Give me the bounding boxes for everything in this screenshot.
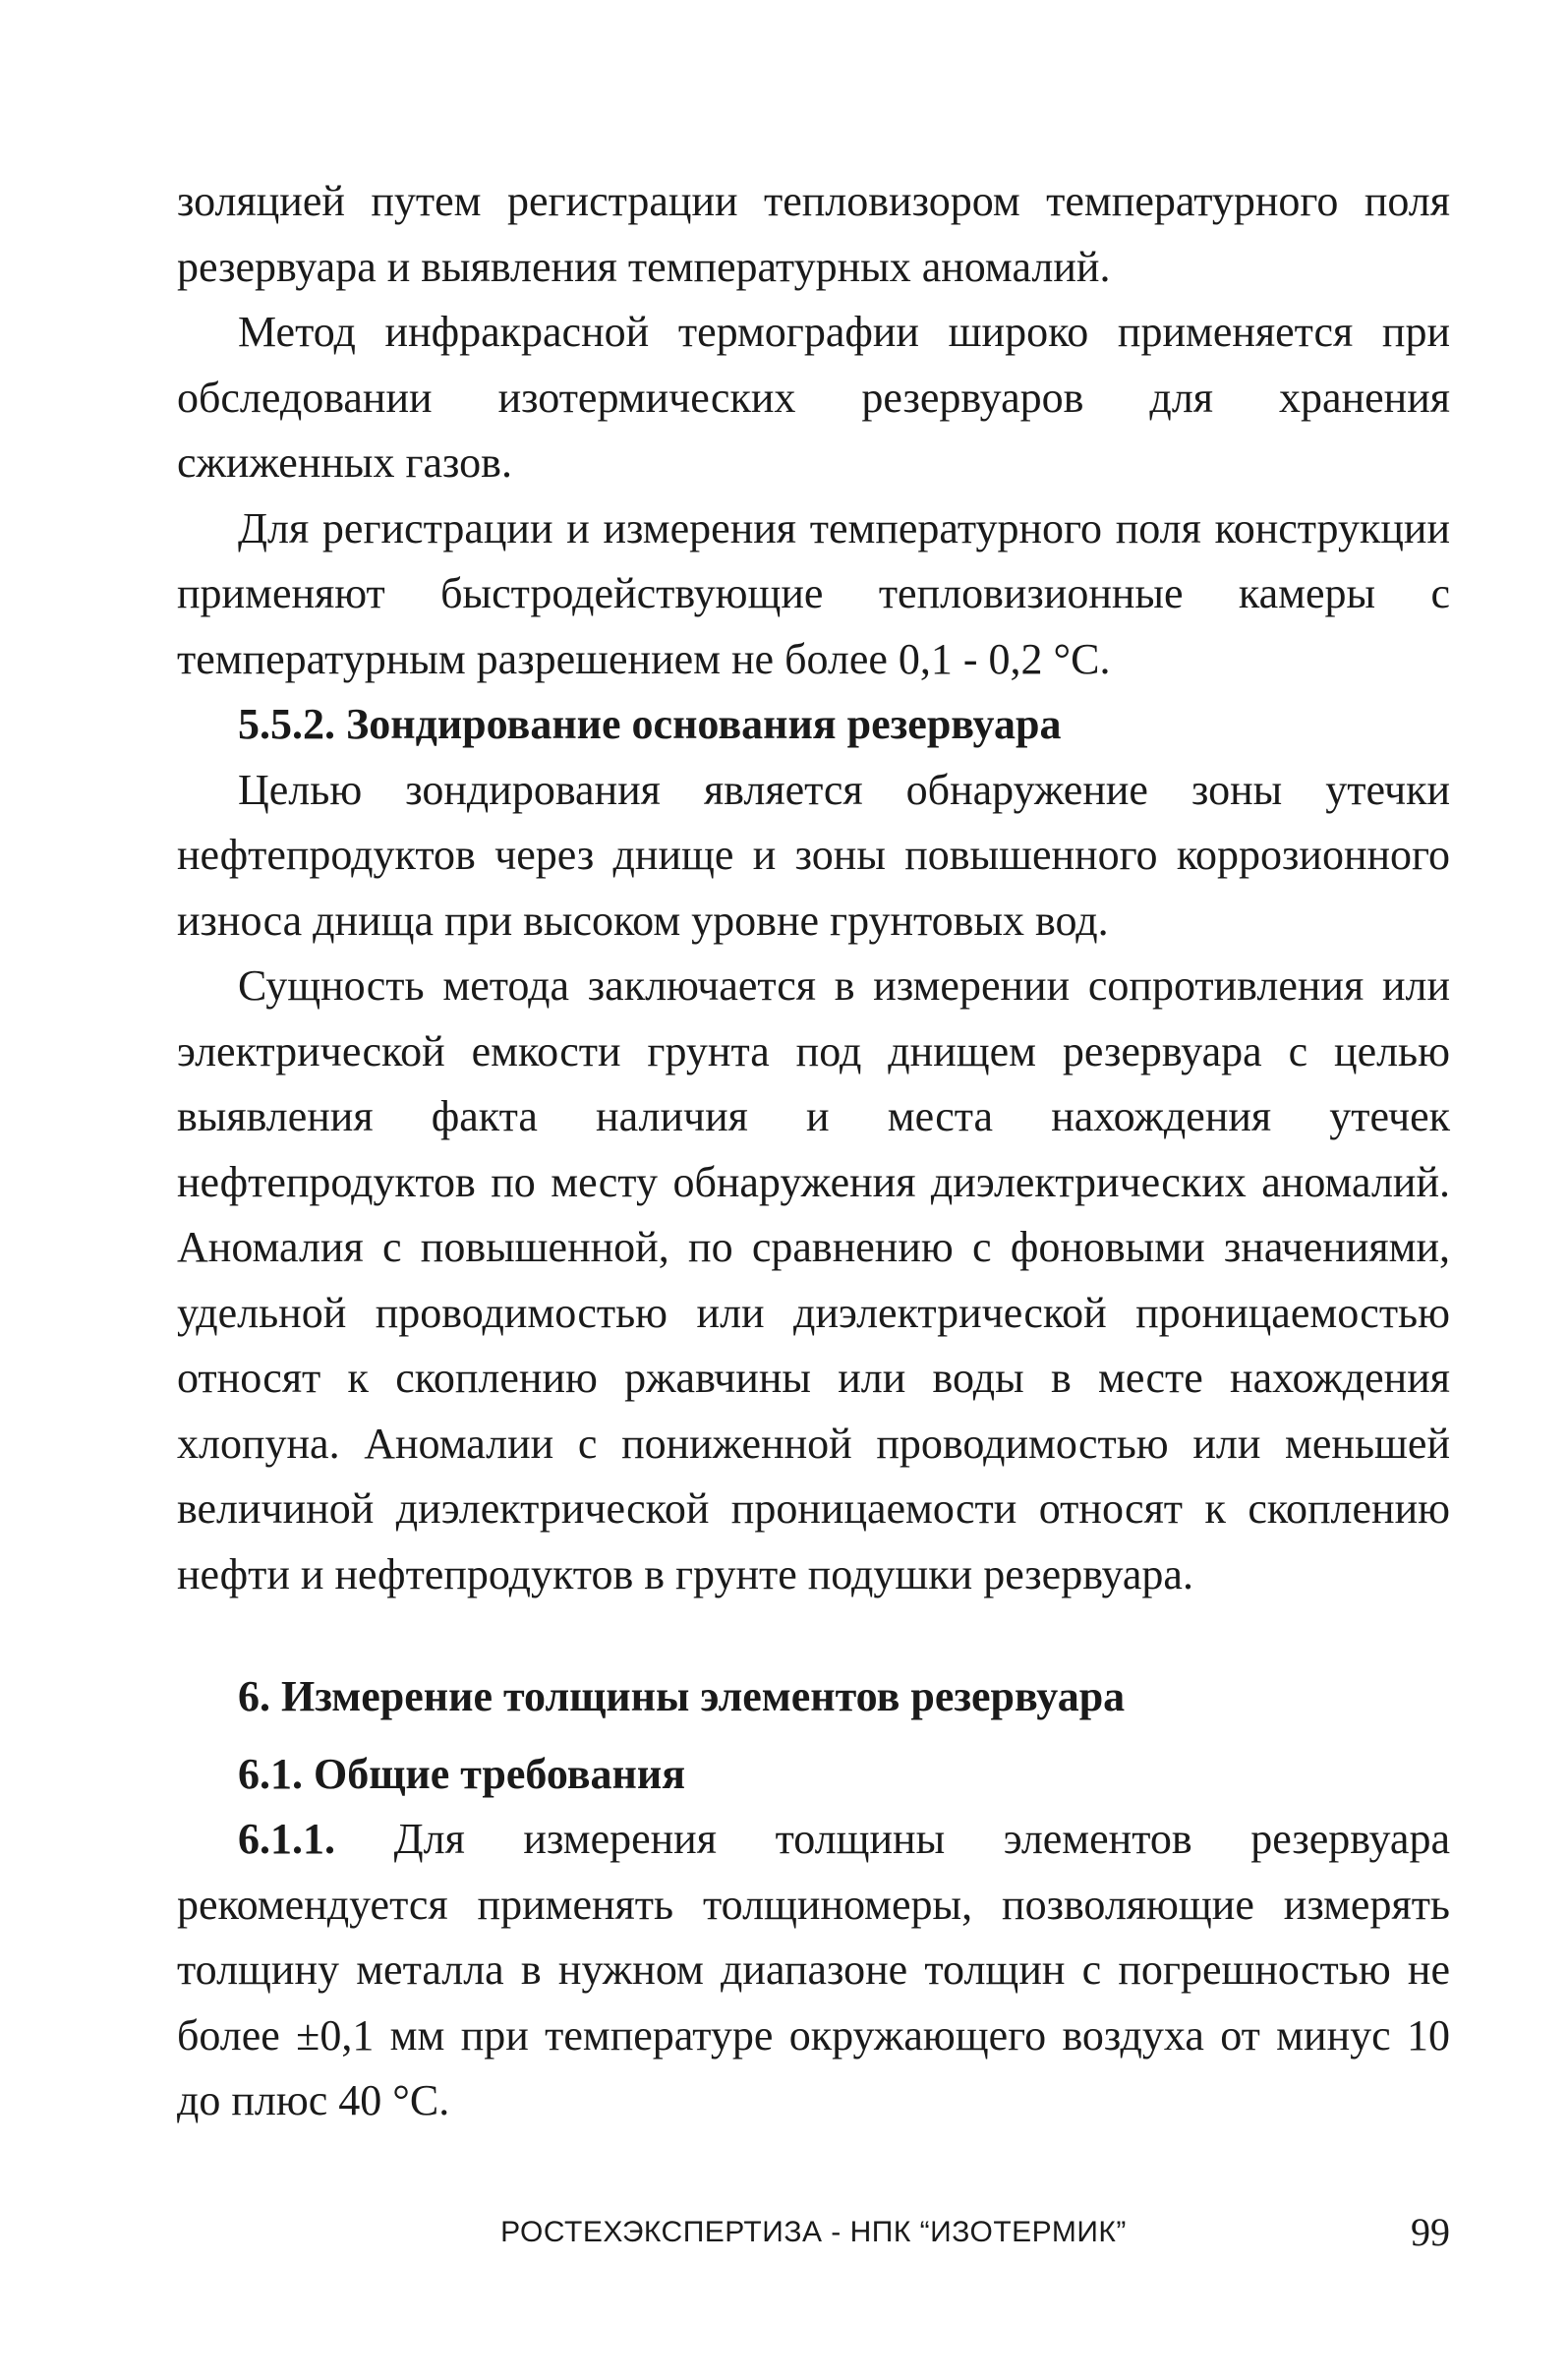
- footer-title: РОСТЕХЭКСПЕРТИЗА - НПК “ИЗОТЕРМИК”: [500, 2216, 1127, 2248]
- page-footer: [177, 2208, 1450, 2257]
- page-number: 99: [1411, 2210, 1450, 2254]
- section-heading-6-1: 6.1. Общие требования: [238, 1749, 685, 1798]
- paragraph-method-essence: Сущность метода заключается в измерении сопротивления или электрической емкости грунта под днищем резервуара с целью выявления факта наличия и места нахождения утечек нефтепродуктов по месту обнаружения диэлектрических аномалий. Аномалия с повышенной, по сравнению с фоновыми значениями, удельной проводимостью или диэлектрической проницаемостью относят к скоплению ржавчины или воды в месте нахождения хлопуна. Аномалии с пониженной проводимостью или меньшей величиной диэлектрической проницаемости относят к скоплению нефти и нефтепродуктов в грунте подушки резервуара.: [177, 961, 1450, 1598]
- clause-text: Для измерения толщины элементов резервуара рекомендуется применять толщиномеры, позволяющие измерять толщину металла в нужном диапазоне толщин с погрешностью не более ±0,1 мм при температуре окружающего воздуха от минус 10 до плюс 40 °С.: [177, 1815, 1450, 2124]
- paragraph-6-1-1: [177, 1807, 1450, 2134]
- paragraph-sounding-goal: Целью зондирования является обнаружение зоны утечки нефтепродуктов через днище и зоны повышенного коррозионного износа днища при высоком уровне грунтовых вод.: [177, 765, 1450, 945]
- section-heading-6: 6. Измерение толщины элементов резервуара: [238, 1672, 1126, 1720]
- paragraph-continuation: золяцией путем регистрации тепловизором температурного поля резервуара и выявления температурных аномалий.: [177, 177, 1450, 291]
- paragraph-infrared-method: Метод инфракрасной термографии широко применяется при обследовании изотермических резервуаров для хранения сжиженных газов.: [177, 308, 1450, 487]
- clause-number: 6.1.1.: [238, 1815, 335, 1863]
- paragraph-thermal-cameras: Для регистрации и измерения температурного поля конструкции применяют быстродействующие тепловизионные камеры с температурным разрешением не более 0,1 - 0,2 °С.: [177, 503, 1450, 683]
- section-heading-5-5-2: 5.5.2. Зондирование основания резервуара: [238, 700, 1062, 748]
- page-content: [177, 169, 1450, 2134]
